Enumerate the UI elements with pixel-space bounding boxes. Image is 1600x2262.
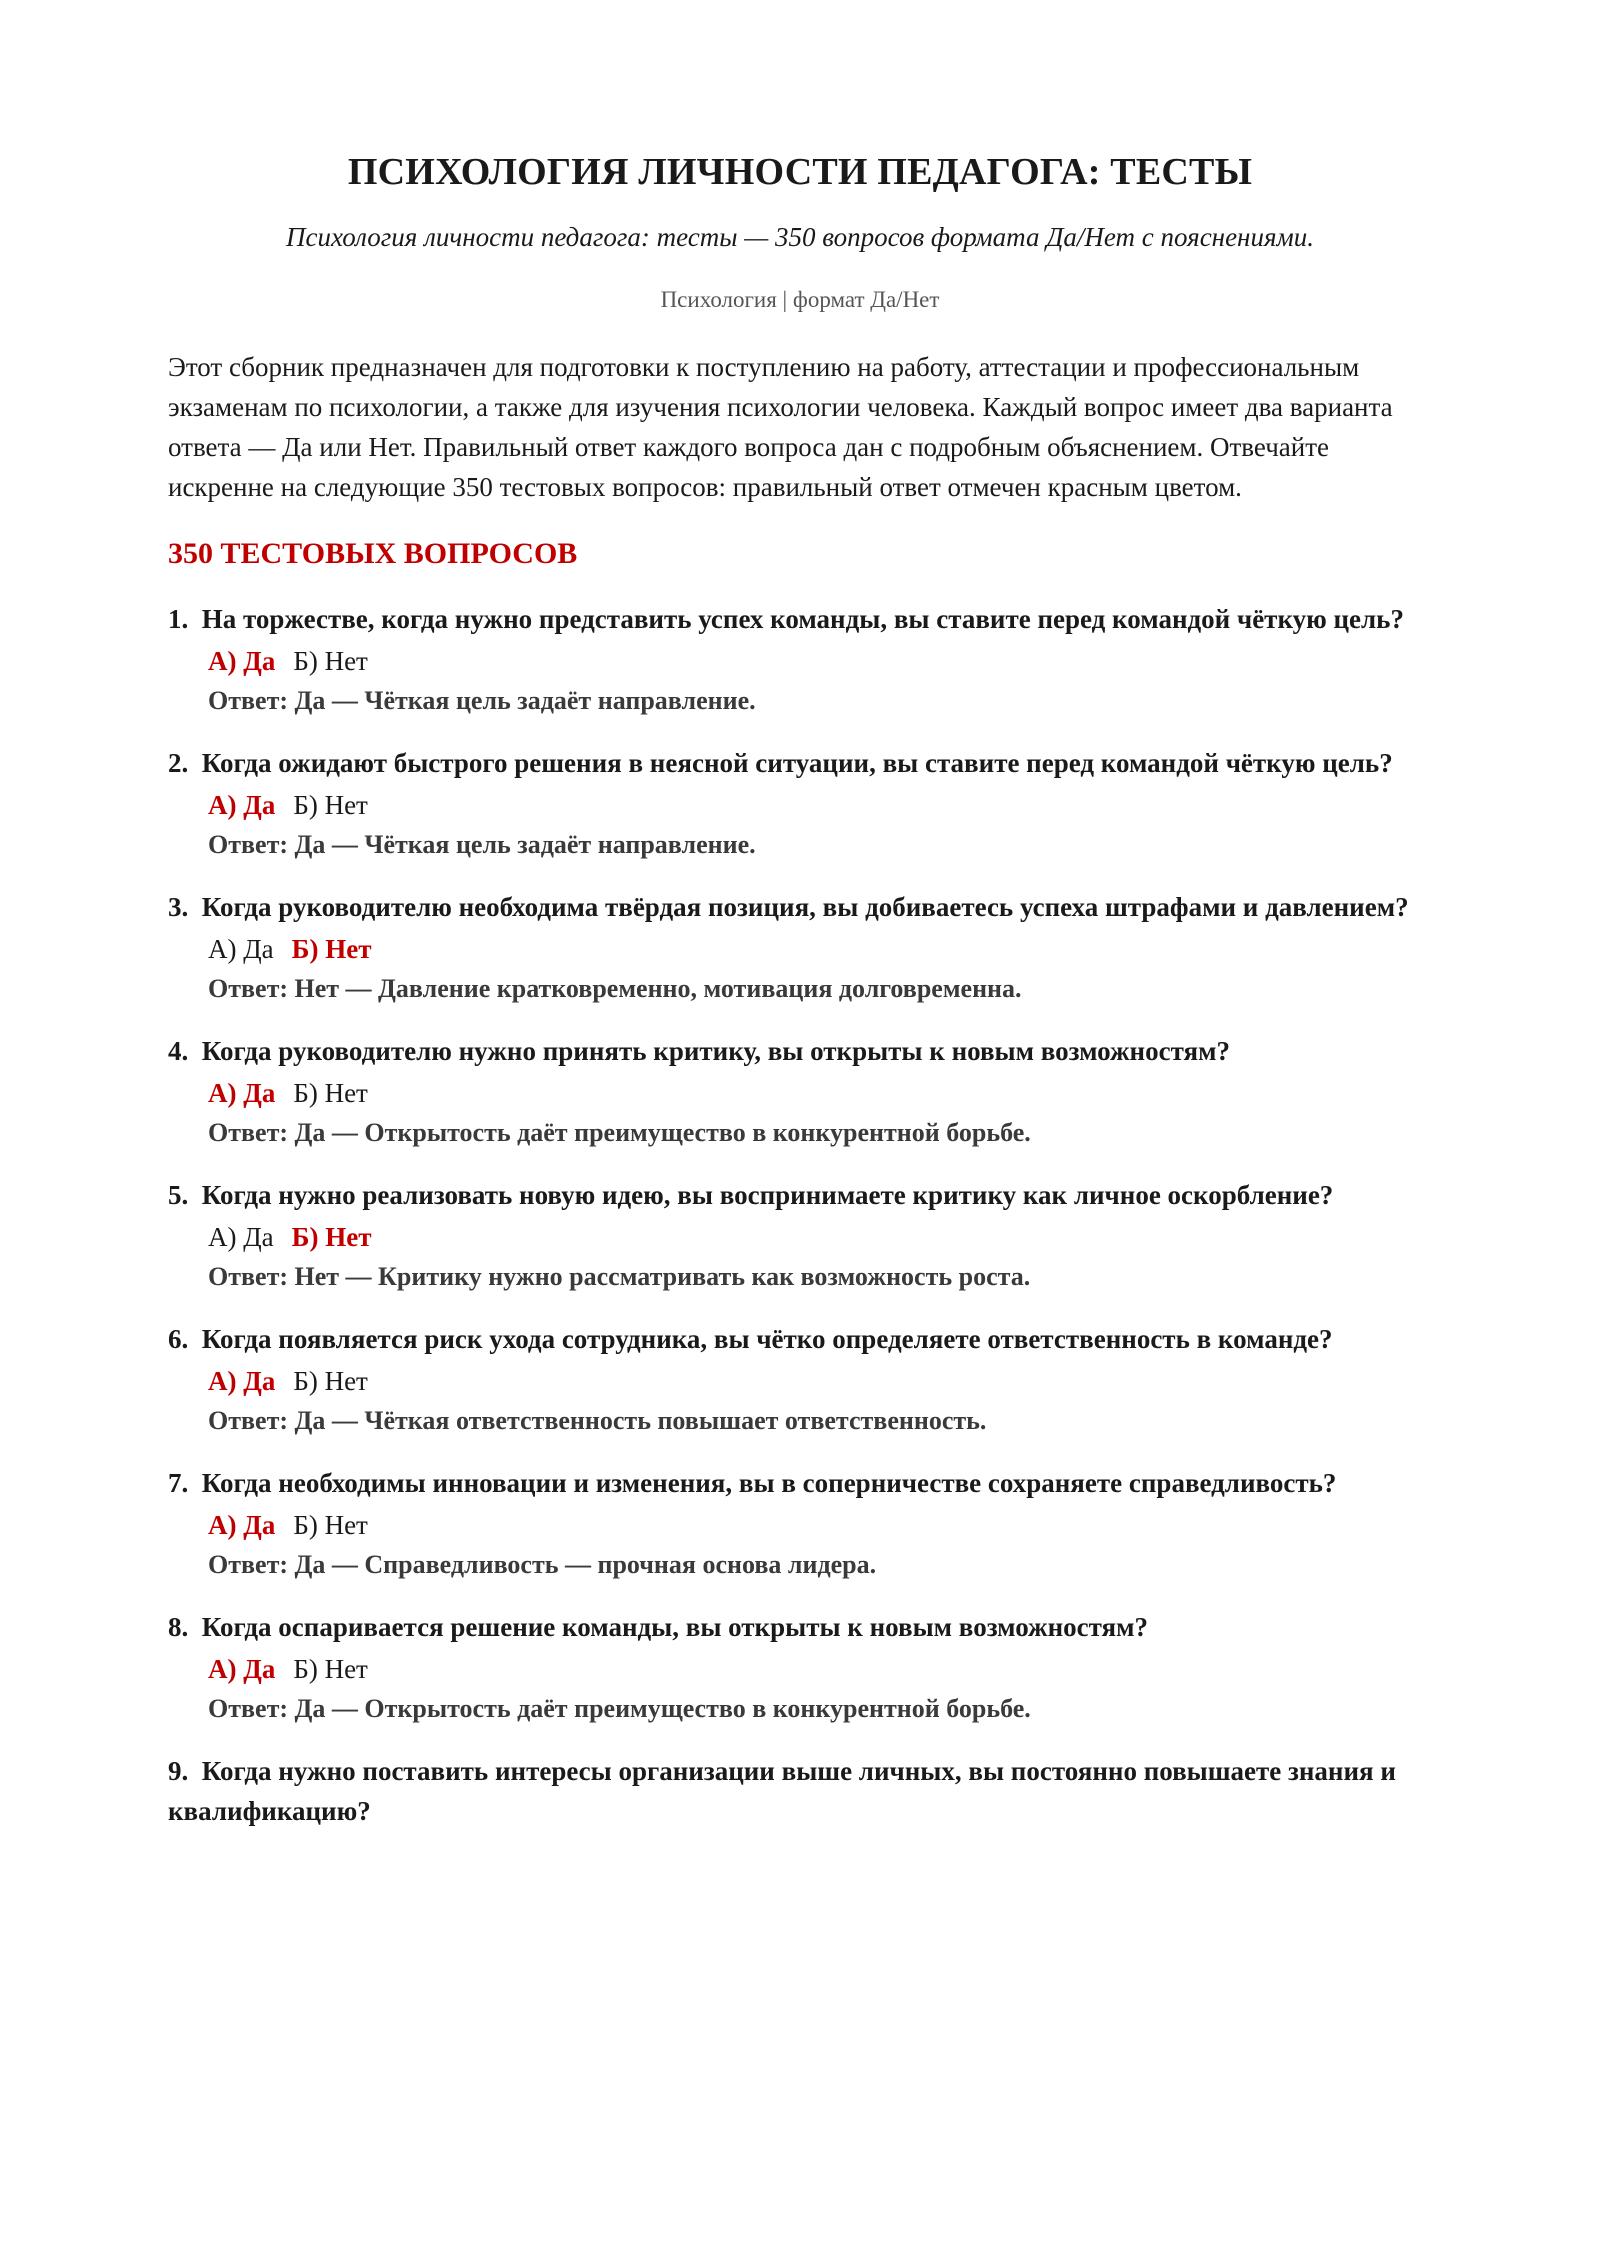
option-b: Б) Нет [293,1078,368,1108]
intro-paragraph: Этот сборник предназначен для подготовки к поступлению на работу, аттестации и профессиональным экзаменам по психологии, а также для изучения психологии человека. Каждый вопрос имеет два варианта ответа — Да или Нет. Правильный ответ каждого вопроса дан с подробным объяснением. Отвечайте искренне на следующие 350 тестовых вопросов: правильный ответ отмечен красным цветом. [168,352,1393,502]
document-title: ПСИХОЛОГИЯ ЛИЧНОСТИ ПЕДАГОГА: ТЕСТЫ [347,151,1253,193]
answer-explanation: Ответ: Да — Чёткая цель задаёт направление. [208,686,756,715]
question-text [168,1031,1432,1071]
question-item [168,1751,1432,1831]
question-number: 1. [168,604,189,634]
answer-options [168,1649,1432,1689]
option-b: Б) Нет [291,934,372,964]
question-text [168,887,1432,927]
question-text [168,1175,1432,1215]
option-a: А) Да [208,790,276,820]
question-number: 6. [168,1324,189,1354]
question-text [168,1751,1432,1831]
option-a: А) Да [208,934,274,964]
question-number: 2. [168,748,189,778]
option-b: Б) Нет [293,1366,368,1396]
answer-options [168,1217,1432,1257]
question-item [168,1607,1432,1729]
option-b: Б) Нет [293,1654,368,1684]
answer-explanation: Ответ: Да — Справедливость — прочная основа лидера. [208,1550,877,1579]
question-text [168,599,1432,639]
question-body: Когда оспаривается решение команды, вы открыты к новым возможностям? [201,1612,1149,1642]
answer-explanation: Ответ: Да — Открытость даёт преимущество в конкурентной борьбе. [208,1118,1031,1147]
option-a: А) Да [208,1510,276,1540]
answer-options [168,929,1432,969]
question-item [168,599,1432,721]
question-body: Когда ожидают быстрого решения в неясной ситуации, вы ставите перед командой чёткую цель? [201,748,1393,778]
question-number: 8. [168,1612,189,1642]
answer-explanation: Ответ: Нет — Давление кратковременно, мотивация долговременна. [208,974,1022,1003]
answer-options [168,785,1432,825]
answer-options [168,641,1432,681]
question-body: Когда появляется риск ухода сотрудника, вы чётко определяете ответственность в команде? [201,1324,1333,1354]
answer-options [168,1505,1432,1545]
document-meta: Психология | формат Да/Нет [660,287,940,312]
question-body: Когда руководителю нужно принять критику, вы открыты к новым возможностям? [201,1036,1231,1066]
question-item [168,1031,1432,1153]
question-item [168,1319,1432,1441]
option-a: А) Да [208,646,276,676]
answer-explanation: Ответ: Нет — Критику нужно рассматривать как возможность роста. [208,1262,1031,1291]
option-a: А) Да [208,1366,276,1396]
question-body: Когда нужно реализовать новую идею, вы воспринимаете критику как личное оскорбление? [201,1180,1334,1210]
section-title: 350 ТЕСТОВЫХ ВОПРОСОВ [168,537,578,570]
question-number: 5. [168,1180,189,1210]
question-item [168,887,1432,1009]
option-b: Б) Нет [293,646,368,676]
answer-options [168,1361,1432,1401]
question-number: 4. [168,1036,189,1066]
answer-options [168,1073,1432,1113]
question-number: 9. [168,1756,189,1786]
question-text [168,1319,1432,1359]
option-b: Б) Нет [293,1510,368,1540]
question-text [168,743,1432,783]
answer-explanation: Ответ: Да — Открытость даёт преимущество в конкурентной борьбе. [208,1694,1031,1723]
question-body: Когда необходимы инновации и изменения, вы в соперничестве сохраняете справедливость? [201,1468,1337,1498]
answer-explanation: Ответ: Да — Чёткая ответственность повышает ответственность. [208,1406,987,1435]
question-item [168,1463,1432,1585]
option-a: А) Да [208,1654,276,1684]
question-body: На торжестве, когда нужно представить успех команды, вы ставите перед командой чёткую цель? [201,604,1404,634]
option-a: А) Да [208,1222,274,1252]
answer-explanation: Ответ: Да — Чёткая цель задаёт направление. [208,830,756,859]
option-a: А) Да [208,1078,276,1108]
question-number: 7. [168,1468,189,1498]
question-body: Когда нужно поставить интересы организации выше личных, вы постоянно повышаете знания и квалификацию? [168,1756,1396,1826]
question-body: Когда руководителю необходима твёрдая позиция, вы добиваетесь успеха штрафами и давлением? [201,892,1409,922]
question-text [168,1607,1432,1647]
question-text [168,1463,1432,1503]
question-item [168,743,1432,865]
document-subtitle: Психология личности педагога: тесты — 350 вопросов формата Да/Нет с пояснениями. [286,222,1314,252]
question-item [168,1175,1432,1297]
option-b: Б) Нет [291,1222,372,1252]
question-list [168,599,1432,1831]
option-b: Б) Нет [293,790,368,820]
question-number: 3. [168,892,189,922]
